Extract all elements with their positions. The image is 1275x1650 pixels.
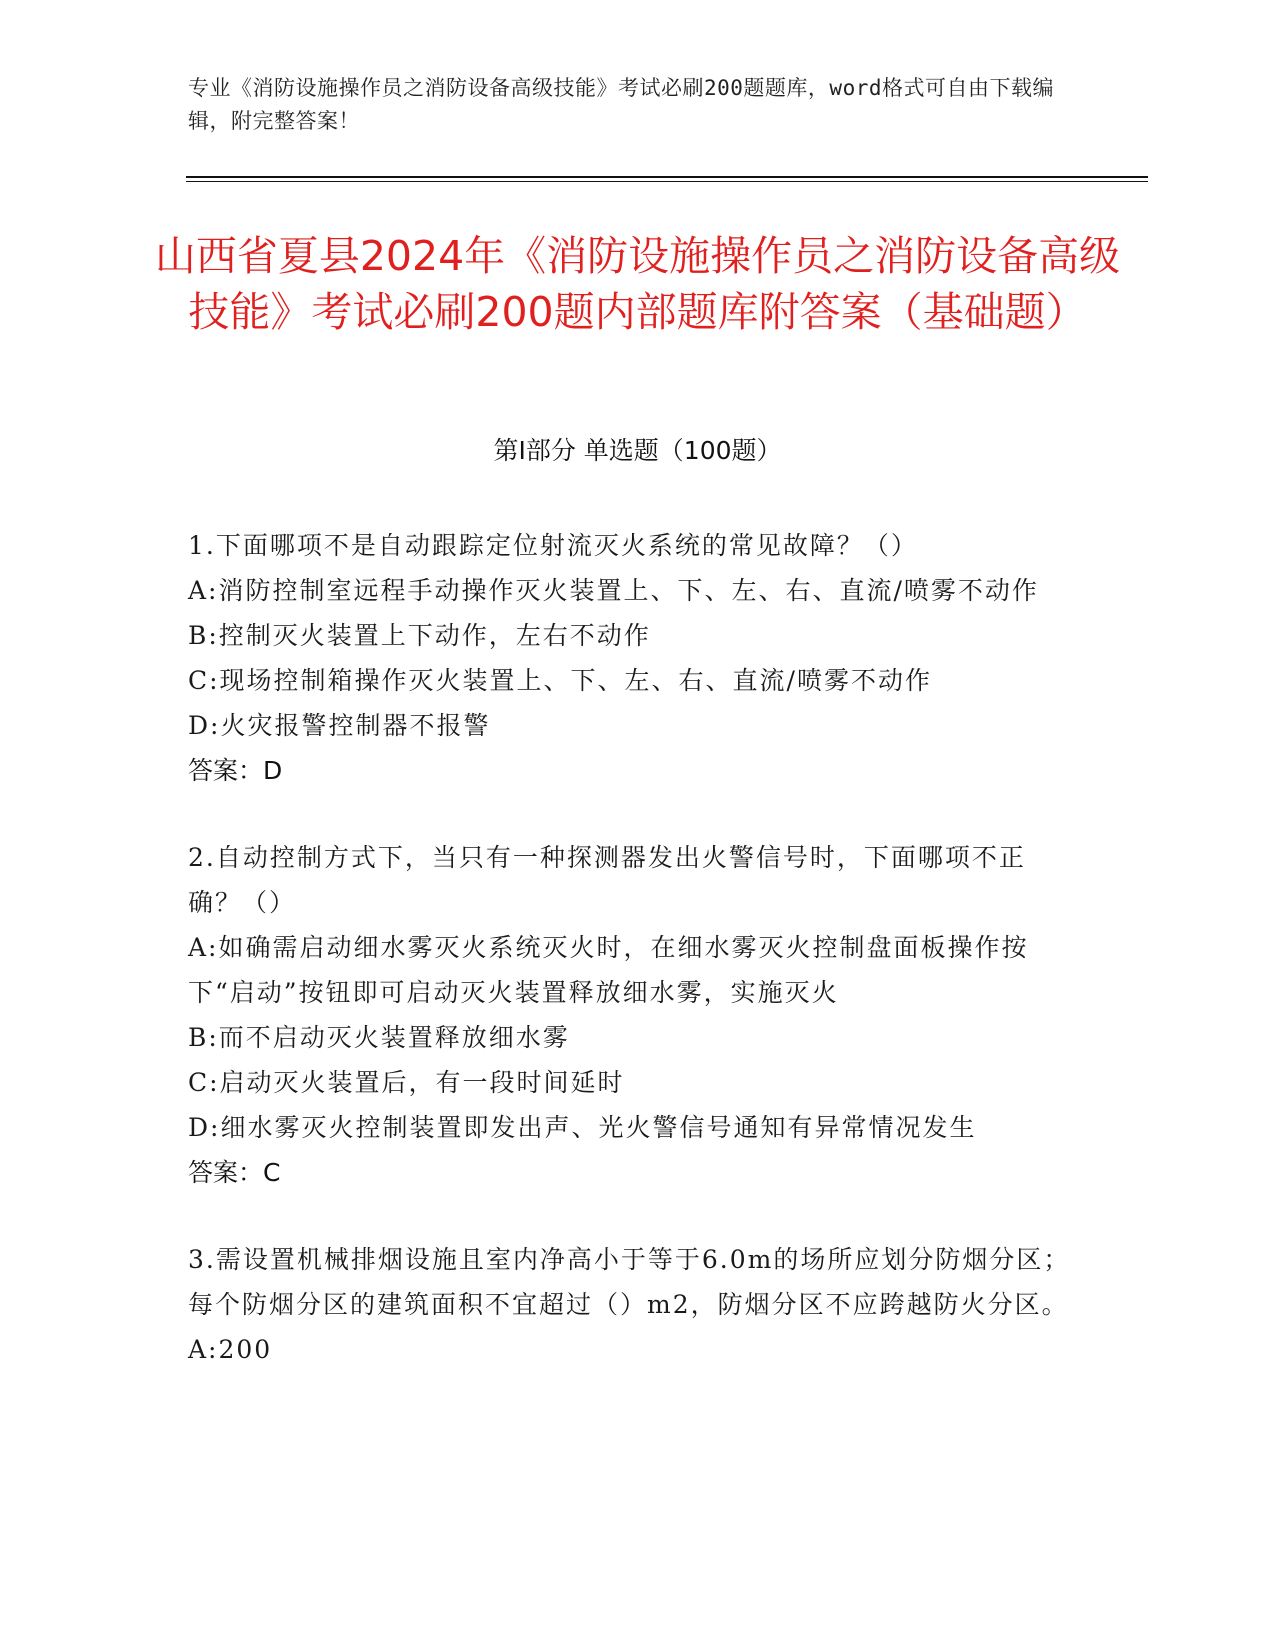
answer-line: 答案：D bbox=[188, 756, 283, 785]
question-stem: 1.下面哪项不是自动跟踪定位射流灭火系统的常见故障？（） bbox=[188, 531, 918, 560]
option-b: B:控制灭火装置上下动作，左右不动作 bbox=[188, 621, 651, 650]
header-rule-thin bbox=[186, 181, 1148, 182]
option-d: D:细水雾灭火控制装置即发出声、光火警信号通知有异常情况发生 bbox=[188, 1113, 977, 1142]
option-a: A:消防控制室远程手动操作灭火装置上、下、左、右、直流/喷雾不动作 bbox=[188, 576, 1039, 605]
option-d: D:火灾报警控制器不报警 bbox=[188, 711, 491, 740]
question-1 bbox=[188, 523, 1078, 793]
option-c: C:现场控制箱操作灭火装置上、下、左、右、直流/喷雾不动作 bbox=[188, 666, 932, 695]
document-title: 山西省夏县2024年《消防设施操作员之消防设备高级技能》考试必刷200题内部题库附答案（基础题） bbox=[154, 232, 1121, 336]
question-list bbox=[188, 523, 1078, 1414]
question-stem: 2.自动控制方式下，当只有一种探测器发出火警信号时，下面哪项不正确？（） bbox=[188, 843, 1026, 917]
option-b: B:而不启动灭火装置释放细水雾 bbox=[188, 1023, 570, 1052]
question-stem: 3.需设置机械排烟设施且室内净高小于等于6.0m的场所应划分防烟分区；每个防烟分区的建筑面积不宜超过（）m2，防烟分区不应跨越防火分区。 bbox=[188, 1245, 1071, 1319]
header-rule-thick bbox=[186, 176, 1148, 178]
section-heading: 第Ⅰ部分 单选题（100题） bbox=[493, 436, 782, 465]
option-a: A:200 bbox=[188, 1335, 273, 1364]
answer-line: 答案：C bbox=[188, 1158, 281, 1187]
header-note: 专业《消防设施操作员之消防设备高级技能》考试必刷200题题库，word格式可自由下载编辑，附完整答案！ bbox=[188, 76, 1054, 133]
question-2 bbox=[188, 835, 1078, 1195]
option-c: C:启动灭火装置后，有一段时间延时 bbox=[188, 1068, 625, 1097]
question-3 bbox=[188, 1237, 1078, 1372]
option-a: A:如确需启动细水雾灭火系统灭火时，在细水雾灭火控制盘面板操作按下“启动”按钮即可启动灭火装置释放细水雾，实施灭火 bbox=[188, 933, 1029, 1007]
